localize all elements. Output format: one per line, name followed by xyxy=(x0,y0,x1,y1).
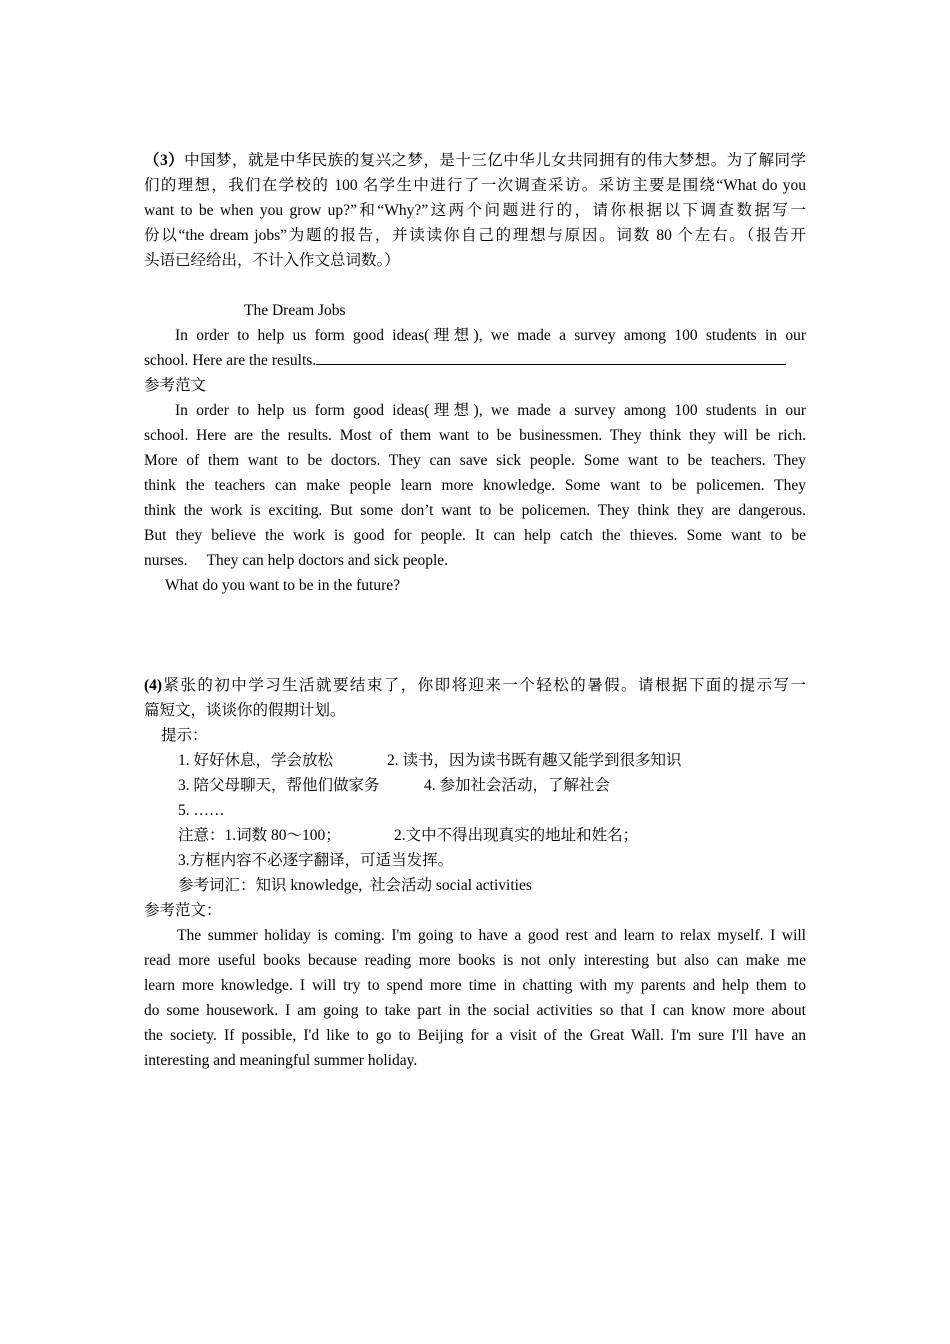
q4-hint-item: 5. …… xyxy=(178,802,225,819)
answer-blank xyxy=(316,350,786,365)
q4-sample-label: 参考范文： xyxy=(144,902,222,919)
q4-hint-item: 4. 参加社会活动，了解社会 xyxy=(424,777,611,794)
q4-vocabulary: 参考词汇：知识 knowledge, 社会活动 social activities xyxy=(178,877,532,894)
q4-sample-line: do some housework. I am going to take part in the social activities so that I can know more about xyxy=(144,1002,806,1019)
q3-sample-line: think the teachers can make people learn more knowledge. Some want to be policemen. They xyxy=(144,477,806,494)
q3-prompt-line: want to be when you grow up?”和“Why?”这两个问题进行的，请你根据以下调查数据写一 xyxy=(144,202,806,219)
q3-closing-question: What do you want to be in the future? xyxy=(165,577,401,594)
q3-essay-title: The Dream Jobs xyxy=(244,302,346,319)
q4-prompt-line: (4)紧张的初中学习生活就要结束了，你即将迎来一个轻松的暑假。请根据下面的提示写一 xyxy=(144,677,806,694)
q3-prompt-line: 头语已经给出，不计入作文总词数。） xyxy=(144,252,400,269)
q4-note: 3.方框内容不必逐字翻译，可适当发挥。 xyxy=(178,852,454,869)
q4-sample-line: read more useful books because reading more books is not only interesting but also can make me xyxy=(144,952,806,969)
q4-sample-line: interesting and meaningful summer holiday. xyxy=(144,1052,418,1069)
q4-sample-line: the society. If possible, I'd like to go to Beijing for a visit of the Great Wall. I'm sure I'll have an xyxy=(144,1027,806,1044)
q4-number: (4) xyxy=(144,677,163,694)
q3-sample-line: In order to help us form good ideas(理想), we made a survey among 100 students in our xyxy=(175,402,806,419)
q4-hint-item: 3. 陪父母聊天，帮他们做家务 xyxy=(178,777,380,794)
q4-prompt-line: 篇短文，谈谈你的假期计划。 xyxy=(144,702,346,719)
q3-prompt-line: （3）中国梦，就是中华民族的复兴之梦，是十三亿中华儿女共同拥有的伟大梦想。为了解同学 xyxy=(144,152,806,169)
q3-prompt-line: 份以“the dream jobs”为题的报告，并读读你自己的理想与原因。词数 80 个左右。（报告开 xyxy=(144,227,806,244)
q4-sample-line: learn more knowledge. I will try to spend more time in chatting with my parents and help them to xyxy=(144,977,806,994)
q3-sample-line: nurses. They can help doctors and sick people. xyxy=(144,552,449,569)
q3-sample-label: 参考范文 xyxy=(144,377,207,394)
q4-note: 注意：1.词数 80～100； xyxy=(178,827,341,844)
q3-opening-line: In order to help us form good ideas(理想), we made a survey among 100 students in our xyxy=(175,327,806,344)
q4-sample-line: The summer holiday is coming. I'm going to have a good rest and learn to relax myself. I will xyxy=(177,927,806,944)
q3-sample-line: But they believe the work is good for people. It can help catch the thieves. Some want to be xyxy=(144,527,806,544)
q4-hint-item: 1. 好好休息，学会放松 xyxy=(178,752,334,769)
q3-sample-line: school. Here are the results. Most of them want to be businessmen. They think they will be rich. xyxy=(144,427,806,444)
q4-hint-label: 提示： xyxy=(161,727,208,744)
q3-sample-line: think the work is exciting. But some don’t want to be policemen. They think they are dangerous. xyxy=(144,502,806,519)
q3-sample-line: More of them want to be doctors. They can save sick people. Some want to be teachers. They xyxy=(144,452,806,469)
q3-opening-line: school. Here are the results. xyxy=(144,348,786,373)
q4-note: 2.文中不得出现真实的地址和姓名； xyxy=(394,827,639,844)
q4-hint-item: 2. 读书，因为读书既有趣又能学到很多知识 xyxy=(387,752,682,769)
q3-number: （3） xyxy=(144,152,185,169)
q3-prompt-line: 们的理想，我们在学校的 100 名学生中进行了一次调查采访。采访主要是围绕“What do you xyxy=(144,177,806,194)
